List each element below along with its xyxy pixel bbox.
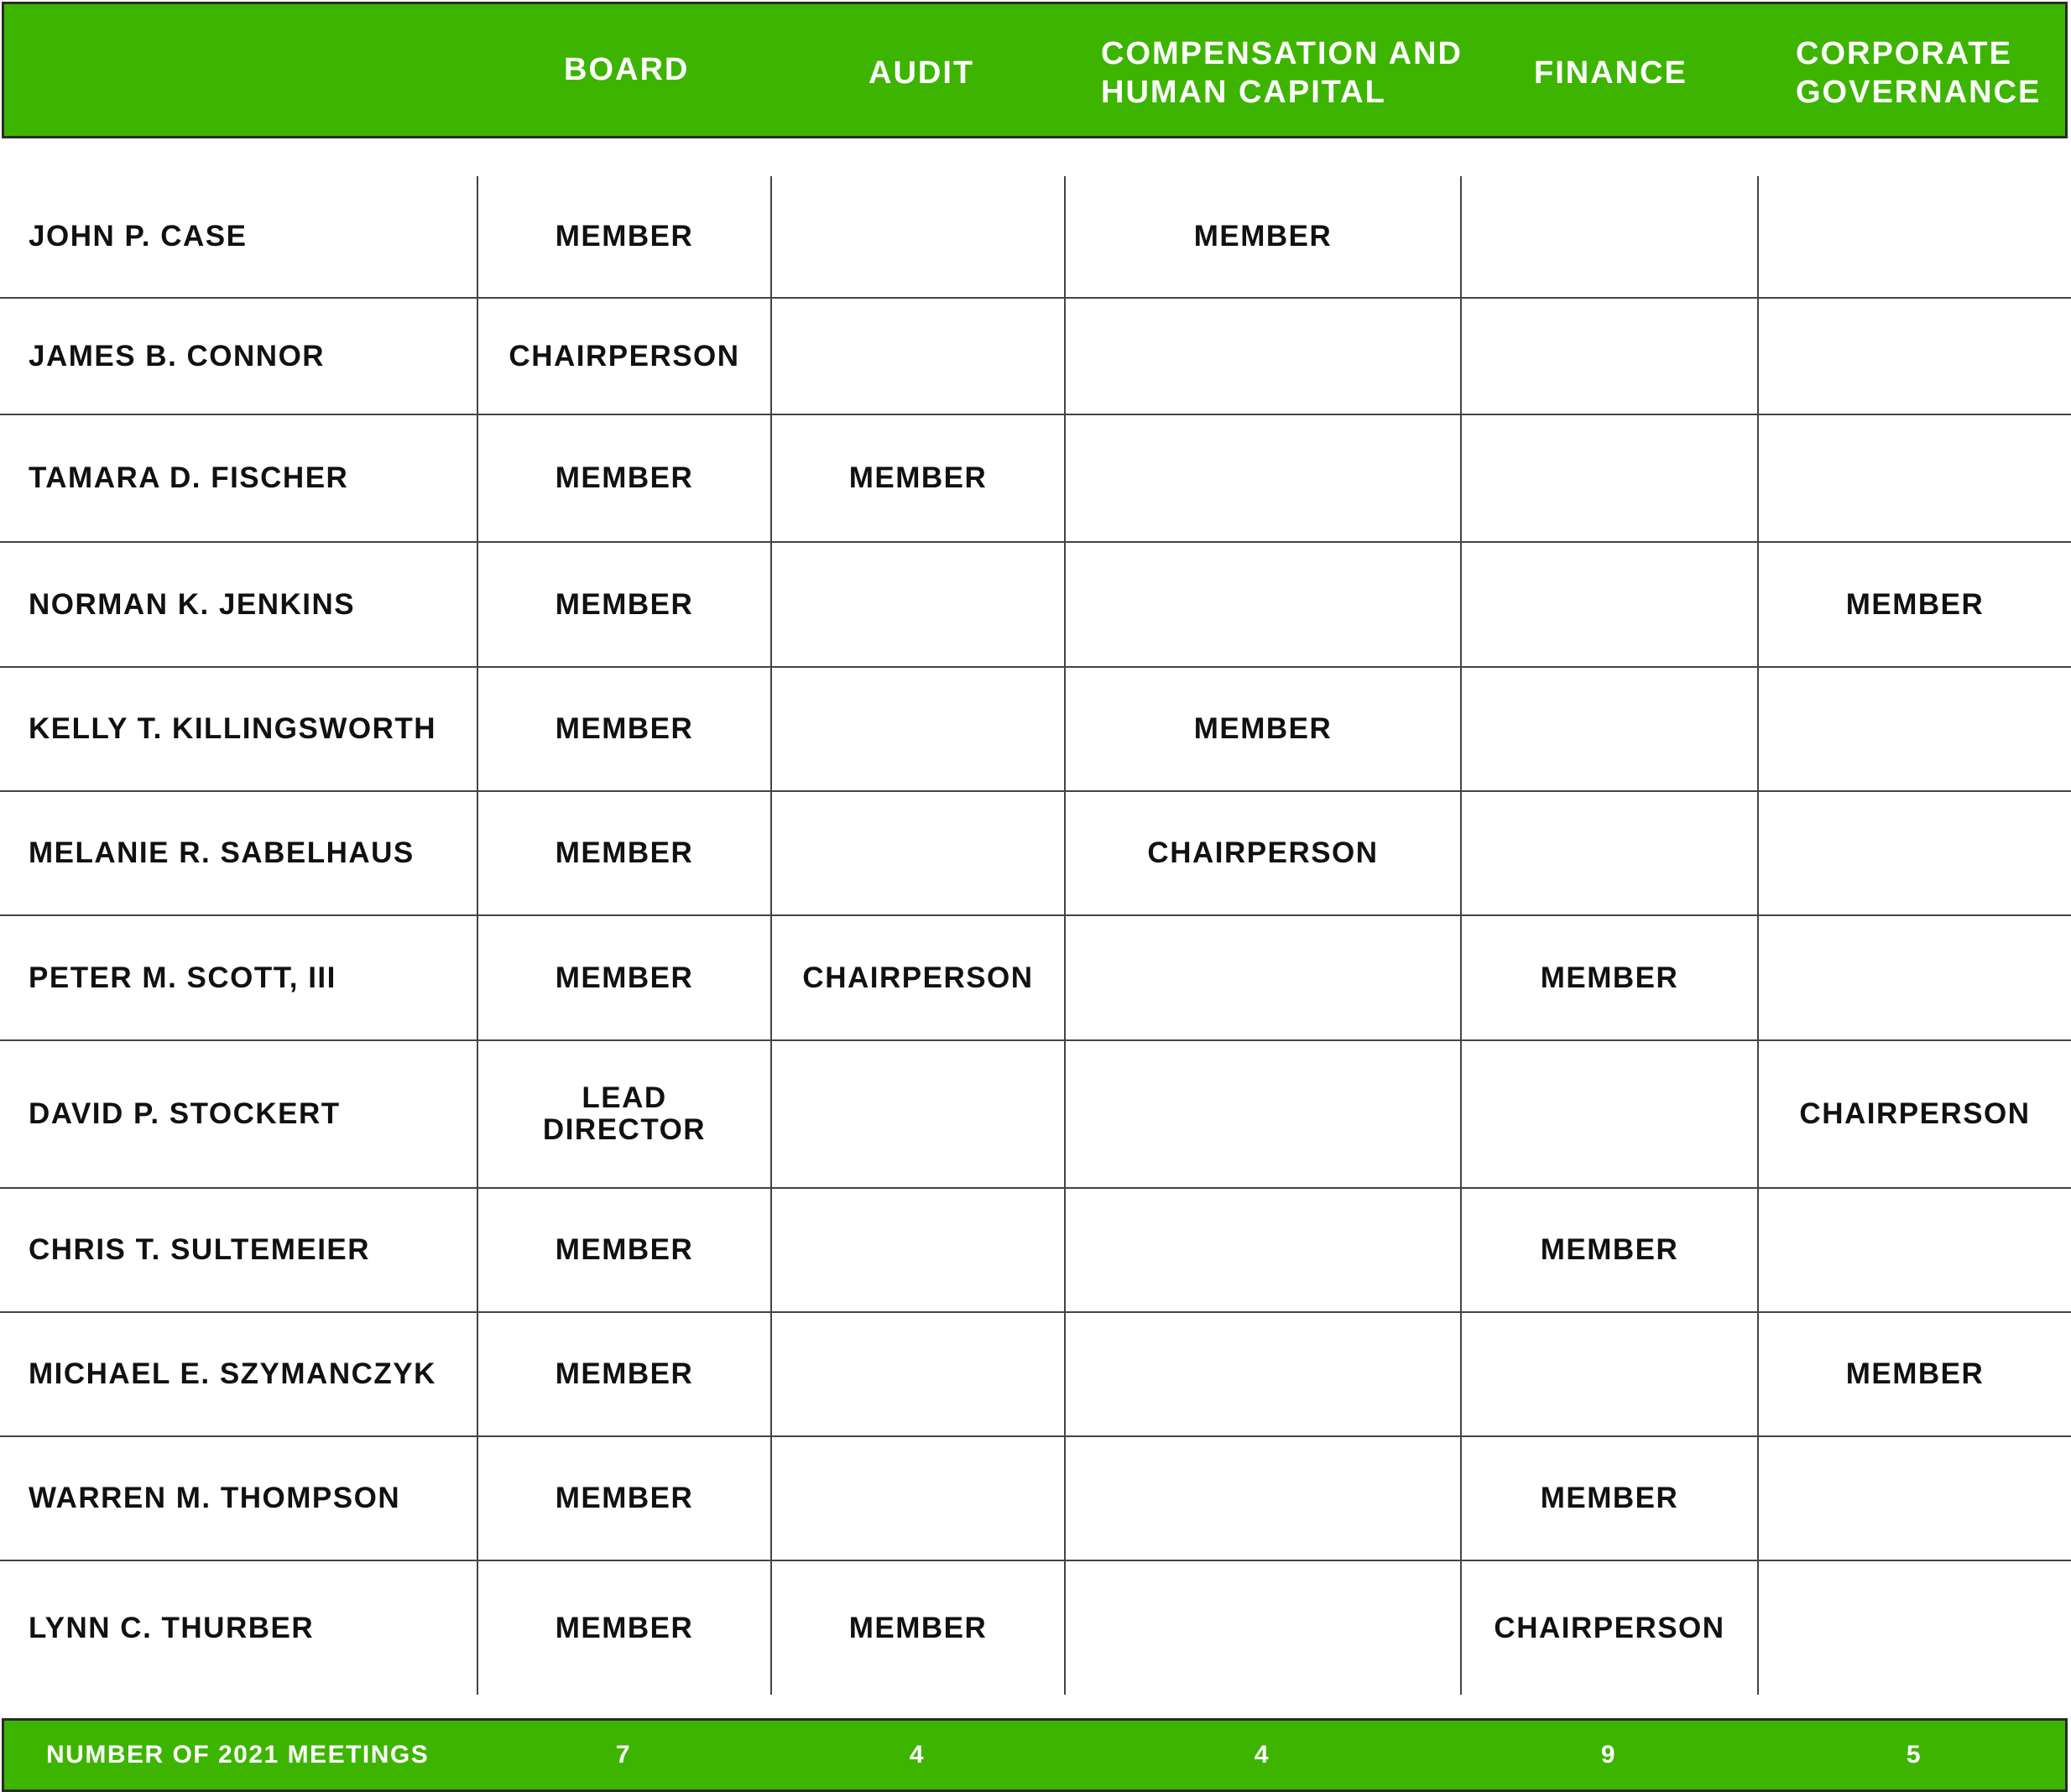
column-header-finance: FINANCE (1534, 55, 1688, 91)
cell-compensation: CHAIRPERSON (1147, 836, 1379, 869)
director-name: PETER M. SCOTT, III (29, 961, 336, 994)
meetings-count-corporate-governance: 5 (1906, 1741, 1922, 1769)
cell-compensation (1066, 1041, 1460, 1187)
cell-board: MEMBER (555, 1611, 694, 1644)
cell-compensation (1066, 543, 1460, 666)
cell-board: LEAD DIRECTOR (542, 1081, 707, 1146)
cell-compensation (1066, 916, 1460, 1039)
cell-audit (772, 1437, 1064, 1560)
cell-finance (1462, 415, 1757, 541)
cell-board: MEMBER (555, 712, 694, 745)
cell-compensation (1066, 1189, 1460, 1311)
meetings-count-audit: 4 (909, 1741, 926, 1769)
cell-board: MEMBER (555, 220, 694, 253)
cell-corporate-governance (1759, 668, 2071, 790)
cell-corporate-governance (1759, 1189, 2071, 1311)
column-header-corporate-governance: CORPORATE GOVERNANCE (1796, 36, 2042, 110)
meetings-count-finance: 9 (1600, 1741, 1617, 1769)
cell-compensation (1066, 299, 1460, 414)
director-name: WARREN M. THOMPSON (29, 1482, 401, 1514)
column-header-compensation: COMPENSATION AND HUMAN CAPITAL (1101, 36, 1463, 110)
cell-board: MEMBER (555, 961, 694, 994)
cell-finance: CHAIRPERSON (1494, 1611, 1725, 1644)
director-name: JOHN P. CASE (29, 220, 248, 253)
cell-audit (772, 668, 1064, 790)
table-header-bar (2, 2, 2068, 138)
cell-compensation: MEMBER (1193, 712, 1333, 745)
director-name: MELANIE R. SABELHAUS (29, 836, 415, 869)
cell-finance: MEMBER (1540, 1233, 1679, 1266)
cell-audit (772, 543, 1064, 666)
director-name: DAVID P. STOCKERT (29, 1097, 341, 1130)
cell-board: MEMBER (555, 1233, 694, 1266)
cell-corporate-governance (1759, 299, 2071, 414)
cell-board: MEMBER (555, 461, 694, 494)
director-name: JAMES B. CONNOR (29, 339, 326, 372)
cell-board: CHAIRPERSON (509, 339, 740, 372)
cell-compensation (1066, 415, 1460, 541)
cell-audit: CHAIRPERSON (802, 961, 1034, 994)
cell-finance (1462, 176, 1757, 297)
cell-audit (772, 792, 1064, 914)
meetings-label: NUMBER OF 2021 MEETINGS (46, 1741, 430, 1769)
cell-audit: MEMBER (848, 461, 988, 494)
director-name: TAMARA D. FISCHER (29, 461, 349, 494)
cell-finance (1462, 668, 1757, 790)
meetings-count-compensation: 4 (1254, 1741, 1270, 1769)
column-header-board: BOARD (564, 52, 690, 87)
cell-finance: MEMBER (1540, 1482, 1679, 1514)
column-header-audit: AUDIT (869, 55, 975, 91)
cell-corporate-governance: MEMBER (1845, 587, 1985, 621)
director-name: LYNN C. THURBER (29, 1611, 315, 1644)
cell-corporate-governance: MEMBER (1845, 1357, 1985, 1390)
cell-corporate-governance (1759, 176, 2071, 297)
cell-audit (772, 1313, 1064, 1435)
cell-compensation (1066, 1437, 1460, 1560)
cell-finance (1462, 1041, 1757, 1187)
cell-board: MEMBER (555, 587, 694, 621)
cell-audit (772, 176, 1064, 297)
cell-corporate-governance (1759, 916, 2071, 1039)
cell-compensation (1066, 1561, 1460, 1695)
cell-audit (772, 1041, 1064, 1187)
cell-finance (1462, 1313, 1757, 1435)
meetings-count-board: 7 (615, 1741, 632, 1769)
director-name: NORMAN K. JENKINS (29, 587, 356, 621)
cell-corporate-governance (1759, 415, 2071, 541)
cell-corporate-governance: CHAIRPERSON (1799, 1097, 2031, 1130)
cell-board: MEMBER (555, 1357, 694, 1390)
cell-corporate-governance (1759, 1437, 2071, 1560)
cell-finance: MEMBER (1540, 961, 1679, 994)
cell-audit: MEMBER (848, 1611, 988, 1644)
cell-finance (1462, 792, 1757, 914)
cell-corporate-governance (1759, 1561, 2071, 1695)
cell-board: MEMBER (555, 836, 694, 869)
cell-finance (1462, 299, 1757, 414)
cell-corporate-governance (1759, 792, 2071, 914)
director-name: MICHAEL E. SZYMANCZYK (29, 1357, 436, 1390)
cell-board: MEMBER (555, 1482, 694, 1514)
cell-audit (772, 299, 1064, 414)
cell-compensation (1066, 1313, 1460, 1435)
cell-audit (772, 1189, 1064, 1311)
cell-finance (1462, 543, 1757, 666)
director-name: KELLY T. KILLINGSWORTH (29, 712, 437, 745)
director-name: CHRIS T. SULTEMEIER (29, 1233, 371, 1266)
cell-compensation: MEMBER (1193, 220, 1333, 253)
